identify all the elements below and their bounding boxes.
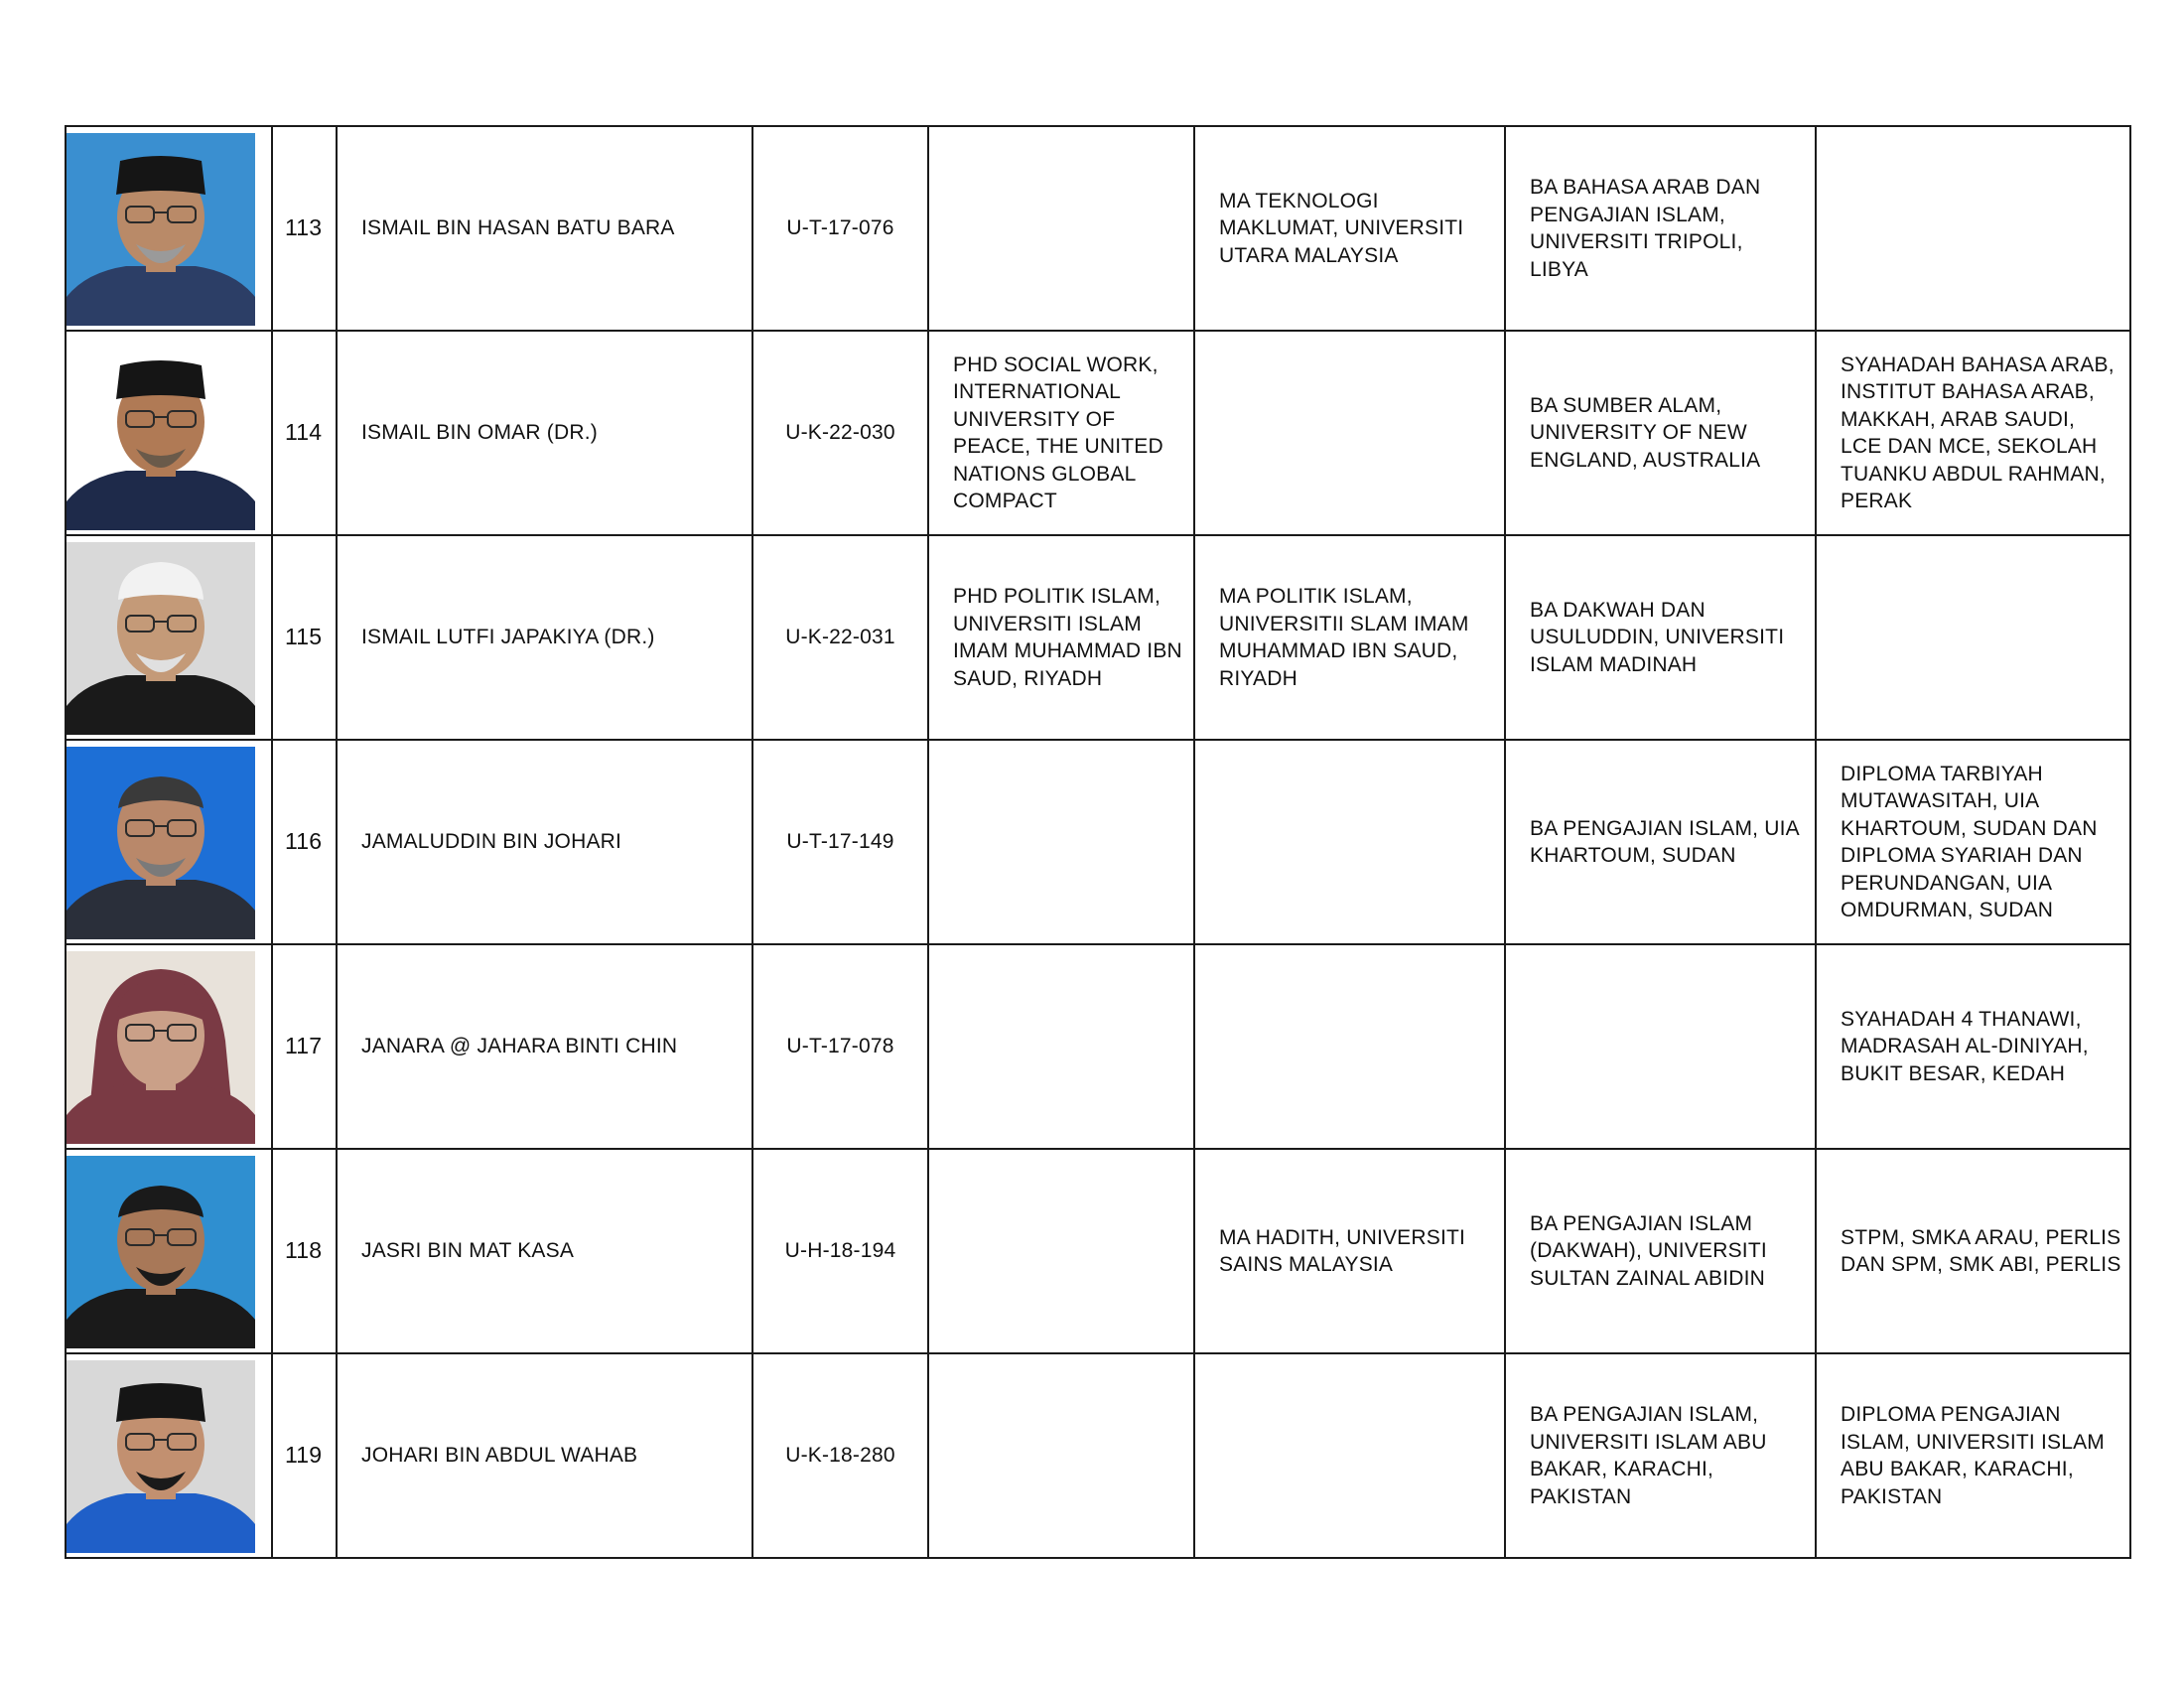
bachelor-qualification: BA SUMBER ALAM, UNIVERSITY OF NEW ENGLAND, AUSTRALIA [1505,331,1816,535]
portrait-photo [67,1156,255,1348]
other-qualification: DIPLOMA TARBIYAH MUTAWASITAH, UIA KHARTOUM, SUDAN DAN DIPLOMA SYARIAH DAN PERUNDANGAN, UIA OMDURMAN, SUDAN [1816,740,2130,944]
phd-qualification: PHD SOCIAL WORK, INTERNATIONAL UNIVERSITY OF PEACE, THE UNITED NATIONS GLOBAL COMPACT [928,331,1194,535]
masters-qualification: MA TEKNOLOGI MAKLUMAT, UNIVERSITI UTARA MALAYSIA [1194,126,1505,331]
photo-cell [66,535,272,740]
row-number: 118 [272,1149,337,1353]
table-row [66,740,2130,944]
row-number: 113 [272,126,337,331]
phd-qualification [928,1353,1194,1558]
row-number: 119 [272,1353,337,1558]
masters-qualification [1194,944,1505,1149]
row-number: 117 [272,944,337,1149]
table-row [66,535,2130,740]
photo-cell [66,1149,272,1353]
person-name: JOHARI BIN ABDUL WAHAB [337,1353,752,1558]
other-qualification: STPM, SMKA ARAU, PERLIS DAN SPM, SMK ABI, PERLIS [1816,1149,2130,1353]
phd-qualification [928,740,1194,944]
bachelor-qualification: BA DAKWAH DAN USULUDDIN, UNIVERSITI ISLAM MADINAH [1505,535,1816,740]
reference-code: U-K-22-030 [752,331,928,535]
row-number: 114 [272,331,337,535]
other-qualification [1816,126,2130,331]
photo-cell [66,740,272,944]
bachelor-qualification [1505,944,1816,1149]
masters-qualification [1194,740,1505,944]
phd-qualification [928,126,1194,331]
other-qualification: SYAHADAH 4 THANAWI, MADRASAH AL-DINIYAH, BUKIT BESAR, KEDAH [1816,944,2130,1149]
person-name: ISMAIL BIN OMAR (DR.) [337,331,752,535]
masters-qualification [1194,1353,1505,1558]
row-number: 115 [272,535,337,740]
portrait-photo [67,951,255,1144]
reference-code: U-K-22-031 [752,535,928,740]
bachelor-qualification: BA PENGAJIAN ISLAM, UNIVERSITI ISLAM ABU BAKAR, KARACHI, PAKISTAN [1505,1353,1816,1558]
portrait-photo [67,338,255,530]
person-name: JANARA @ JAHARA BINTI CHIN [337,944,752,1149]
reference-code: U-H-18-194 [752,1149,928,1353]
photo-cell [66,944,272,1149]
table-row [66,1353,2130,1558]
table-row [66,126,2130,331]
masters-qualification: MA POLITIK ISLAM, UNIVERSITII SLAM IMAM MUHAMMAD IBN SAUD, RIYADH [1194,535,1505,740]
phd-qualification: PHD POLITIK ISLAM, UNIVERSITI ISLAM IMAM MUHAMMAD IBN SAUD, RIYADH [928,535,1194,740]
other-qualification [1816,535,2130,740]
masters-qualification [1194,331,1505,535]
scholar-table [65,125,2131,1559]
person-name: JASRI BIN MAT KASA [337,1149,752,1353]
table-row [66,944,2130,1149]
phd-qualification [928,1149,1194,1353]
person-name: ISMAIL BIN HASAN BATU BARA [337,126,752,331]
reference-code: U-T-17-078 [752,944,928,1149]
row-number: 116 [272,740,337,944]
portrait-photo [67,1360,255,1553]
table-row [66,331,2130,535]
reference-code: U-T-17-149 [752,740,928,944]
photo-cell [66,331,272,535]
reference-code: U-T-17-076 [752,126,928,331]
reference-code: U-K-18-280 [752,1353,928,1558]
bachelor-qualification: BA PENGAJIAN ISLAM, UIA KHARTOUM, SUDAN [1505,740,1816,944]
person-name: ISMAIL LUTFI JAPAKIYA (DR.) [337,535,752,740]
phd-qualification [928,944,1194,1149]
portrait-photo [67,133,255,326]
other-qualification: DIPLOMA PENGAJIAN ISLAM, UNIVERSITI ISLAM ABU BAKAR, KARACHI, PAKISTAN [1816,1353,2130,1558]
table-body [66,126,2130,1558]
photo-cell [66,126,272,331]
bachelor-qualification: BA BAHASA ARAB DAN PENGAJIAN ISLAM, UNIVERSITI TRIPOLI, LIBYA [1505,126,1816,331]
other-qualification: SYAHADAH BAHASA ARAB, INSTITUT BAHASA ARAB, MAKKAH, ARAB SAUDI, LCE DAN MCE, SEKOLAH TUANKU ABDUL RAHMAN, PERAK [1816,331,2130,535]
portrait-photo [67,747,255,939]
table-row [66,1149,2130,1353]
bachelor-qualification: BA PENGAJIAN ISLAM (DAKWAH), UNIVERSITI SULTAN ZAINAL ABIDIN [1505,1149,1816,1353]
portrait-photo [67,542,255,735]
photo-cell [66,1353,272,1558]
masters-qualification: MA HADITH, UNIVERSITI SAINS MALAYSIA [1194,1149,1505,1353]
person-name: JAMALUDDIN BIN JOHARI [337,740,752,944]
